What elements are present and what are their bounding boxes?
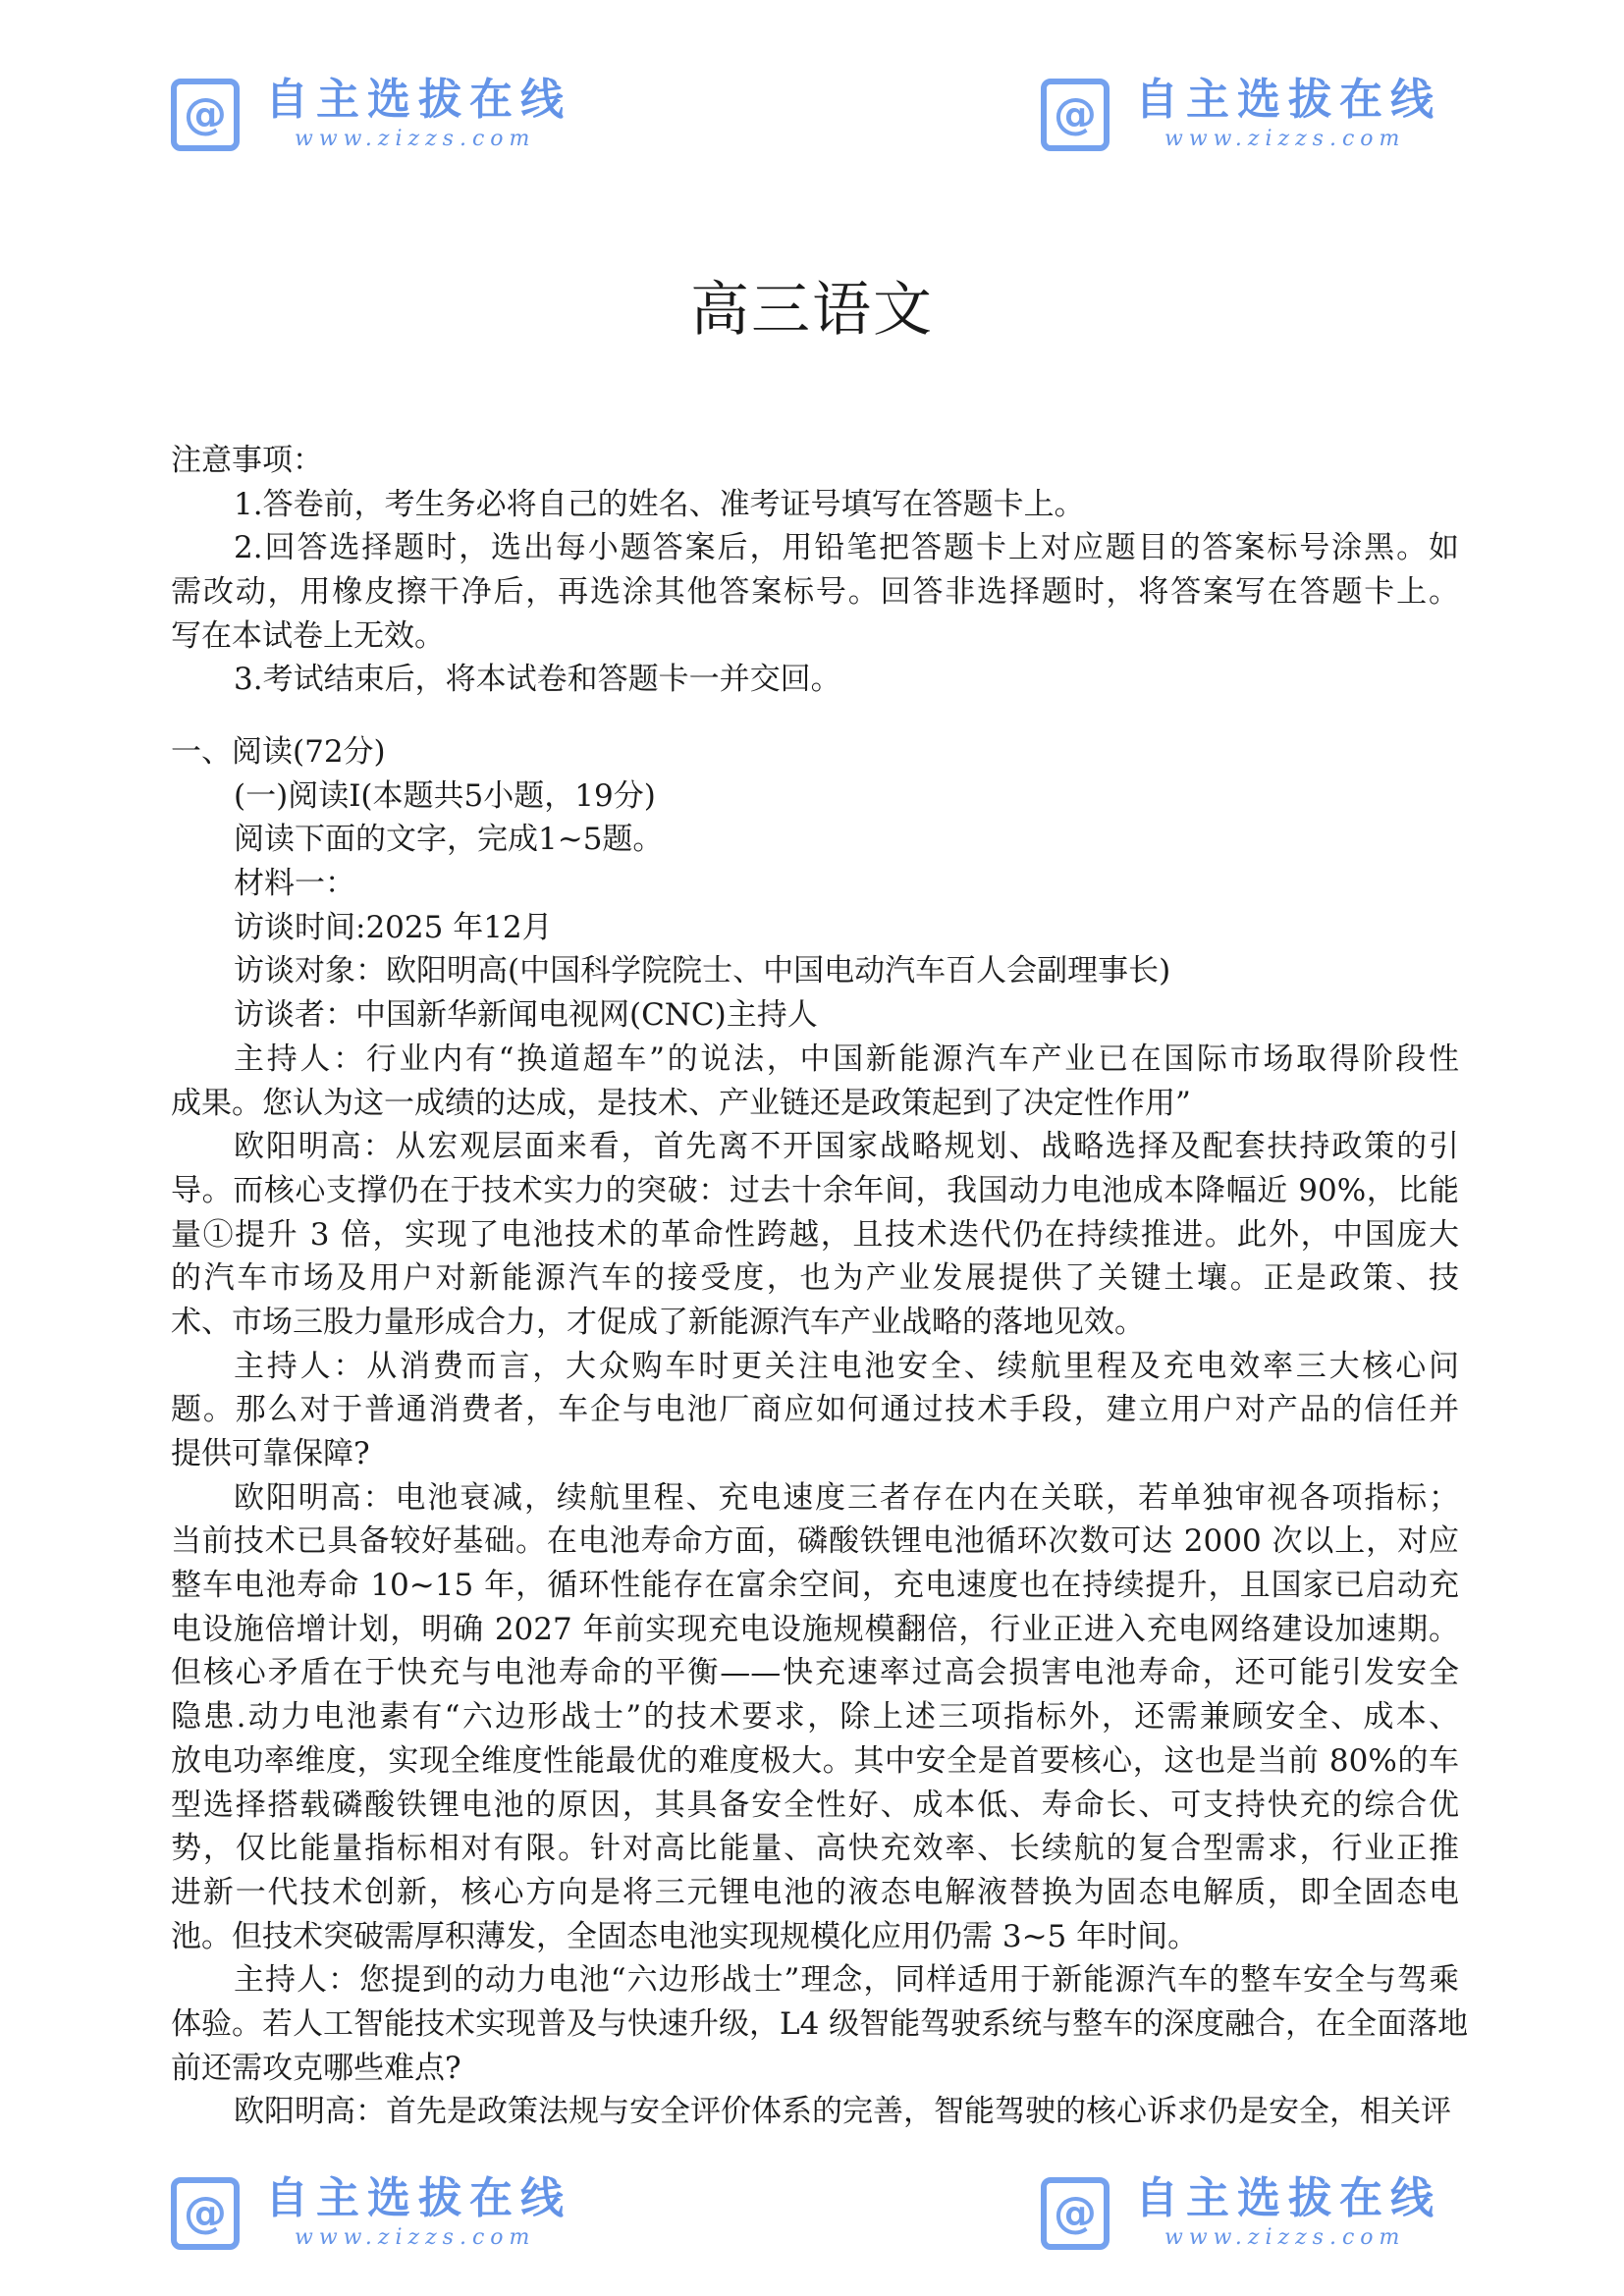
watermark-url: www.zizzs.com [1164,2225,1406,2250]
material-label: 材料一： [234,866,355,902]
interview-time: 访谈时间:2025 年12月 [234,909,553,945]
watermark-url: www.zizzs.com [1164,127,1406,151]
paragraph-line: 主持人：您提到的动力电池“六边形战士”理念，同样适用于新能源汽车的整车安全与驾乘 [234,1962,1459,1999]
paragraph-line: 但核心矛盾在于快充与电池寿命的平衡——快充速率过高会损害电池寿命，还可能引发安全 [171,1655,1459,1691]
paragraph-line: 题。那么对于普通消费者，车企与电池厂商应如何通过技术手段，建立用户对产品的信任并 [171,1392,1459,1428]
paragraph-line: 成果。您认为这一成绩的达成，是技术、产业链还是政策起到了决定性作用” [171,1085,1191,1121]
paragraph-line: 放电功率维度，实现全维度性能最优的难度极大。其中安全是首要核心，这也是当前 80%的车 [171,1742,1459,1779]
watermark-logo-icon: @ [1041,2177,1110,2250]
paragraph-line: 主持人：行业内有“换道超车”的说法，中国新能源汽车产业已在国际市场取得阶段性 [234,1041,1459,1077]
watermark-url: www.zizzs.com [295,127,536,151]
paragraph-line: 量①提升 3 倍，实现了电池技术的革命性跨越，且技术迭代仍在持续推进。此外，中国庞大 [171,1216,1459,1253]
notes-item-line: 需改动，用橡皮擦干净后，再选涂其他答案标号。回答非选择题时，将答案写在答题卡上。 [171,574,1459,611]
watermark-url: www.zizzs.com [295,2225,536,2250]
instruction: 阅读下面的文字，完成1~5题。 [234,822,664,858]
paragraph-line: 主持人：从消费而言，大众购车时更关注电池安全、续航里程及充电效率三大核心问 [234,1348,1459,1384]
watermark-name: 自主选拔在线 [265,2173,571,2223]
notes-item-line: 1.答卷前，考生务必将自己的姓名、准考证号填写在答题卡上。 [234,486,1085,522]
paragraph-line: 当前技术已具备较好基础。在电池寿命方面，磷酸铁锂电池循环次数可达 2000 次以上，对应 [171,1523,1459,1560]
paragraph-line: 整车电池寿命 10~15 年，循环性能存在富余空间，充电速度也在持续提升，且国家已启动充 [171,1568,1459,1604]
paragraph-line: 隐患.动力电池素有“六边形战士”的技术要求，除上述三项指标外，还需兼顾安全、成本、 [171,1699,1459,1735]
paragraph-line: 导。而核心支撑仍在于技术实力的突破：过去十余年间，我国动力电池成本降幅近 90%，比能 [171,1172,1459,1208]
paragraph-line: 池。但技术突破需厚积薄发，全固态电池实现规模化应用仍需 3~5 年时间。 [171,1918,1199,1954]
watermark-logo-icon: @ [171,79,240,151]
interviewee: 访谈对象：欧阳明高(中国科学院院士、中国电动汽车百人会副理事长) [234,953,1171,989]
watermark-logo-icon: @ [171,2177,240,2250]
notes-item-line: 写在本试卷上无效。 [171,617,445,654]
paragraph-line: 体验。若人工智能技术实现普及与快速升级，L4 级智能驾驶系统与整车的深度融合，在全面落地 [171,2005,1469,2042]
watermark-name: 自主选拔在线 [1135,2173,1441,2223]
notes-heading: 注意事项： [171,443,323,478]
interviewer: 访谈者：中国新华新闻电视网(CNC)主持人 [234,997,818,1034]
watermark [265,2173,571,2252]
notes-item-line: 3.考试结束后，将本试卷和答题卡一并交回。 [234,662,841,698]
reading-section [171,730,1469,2134]
watermark [1135,75,1441,153]
notes-items [171,483,1459,702]
paragraph-line: 术、市场三股力量形成合力，才促成了新能源汽车产业战略的落地见效。 [171,1304,1145,1340]
watermark-name: 自主选拔在线 [265,75,571,125]
page-title: 高三语文 [690,276,934,345]
interview-paragraphs [171,1038,1469,2134]
watermark [1135,2173,1441,2252]
paragraph-line: 势，仅比能量指标相对有限。针对高比能量、高快充效率、长续航的复合型需求，行业正推 [171,1831,1459,1867]
notes-item-line: 2.回答选择题时，选出每小题答案后，用铅笔把答题卡上对应题目的答案标号涂黑。如 [234,530,1459,566]
paragraph-line: 型选择搭载磷酸铁锂电池的原因，其具备安全性好、成本低、寿命长、可支持快充的综合优 [171,1787,1459,1823]
paragraph-line: 前还需攻克哪些难点? [171,2050,461,2086]
notes-block [171,439,1459,702]
sub-heading: (一)阅读Ⅰ(本题共5小题，19分) [234,777,656,814]
paragraph-line: 欧阳明高：电池衰减，续航里程、充电速度三者存在内在关联，若单独审视各项指标； [234,1479,1459,1516]
section-heading: 一、阅读(72分) [171,734,386,770]
paragraph-line: 进新一代技术创新，核心方向是将三元锂电池的液态电解液替换为固态电解质，即全固态电 [171,1874,1459,1910]
paragraph-line: 提供可靠保障? [171,1436,370,1471]
paragraph-line: 电设施倍增计划，明确 2027 年前实现充电设施规模翻倍，行业正进入充电网络建设加速期。 [171,1611,1459,1647]
watermark-name: 自主选拔在线 [1135,75,1441,125]
watermark-logo-icon: @ [1041,79,1110,151]
paragraph-line: 欧阳明高：从宏观层面来看，首先离不开国家战略规划、战略选择及配套扶持政策的引 [234,1129,1459,1165]
paragraph-line: 的汽车市场及用户对新能源汽车的接受度，也为产业发展提供了关键土壤。正是政策、技 [171,1260,1459,1297]
paragraph-line: 欧阳明高：首先是政策法规与安全评价体系的完善，智能驾驶的核心诉求仍是安全，相关评 [234,2094,1451,2130]
watermark [265,75,571,153]
